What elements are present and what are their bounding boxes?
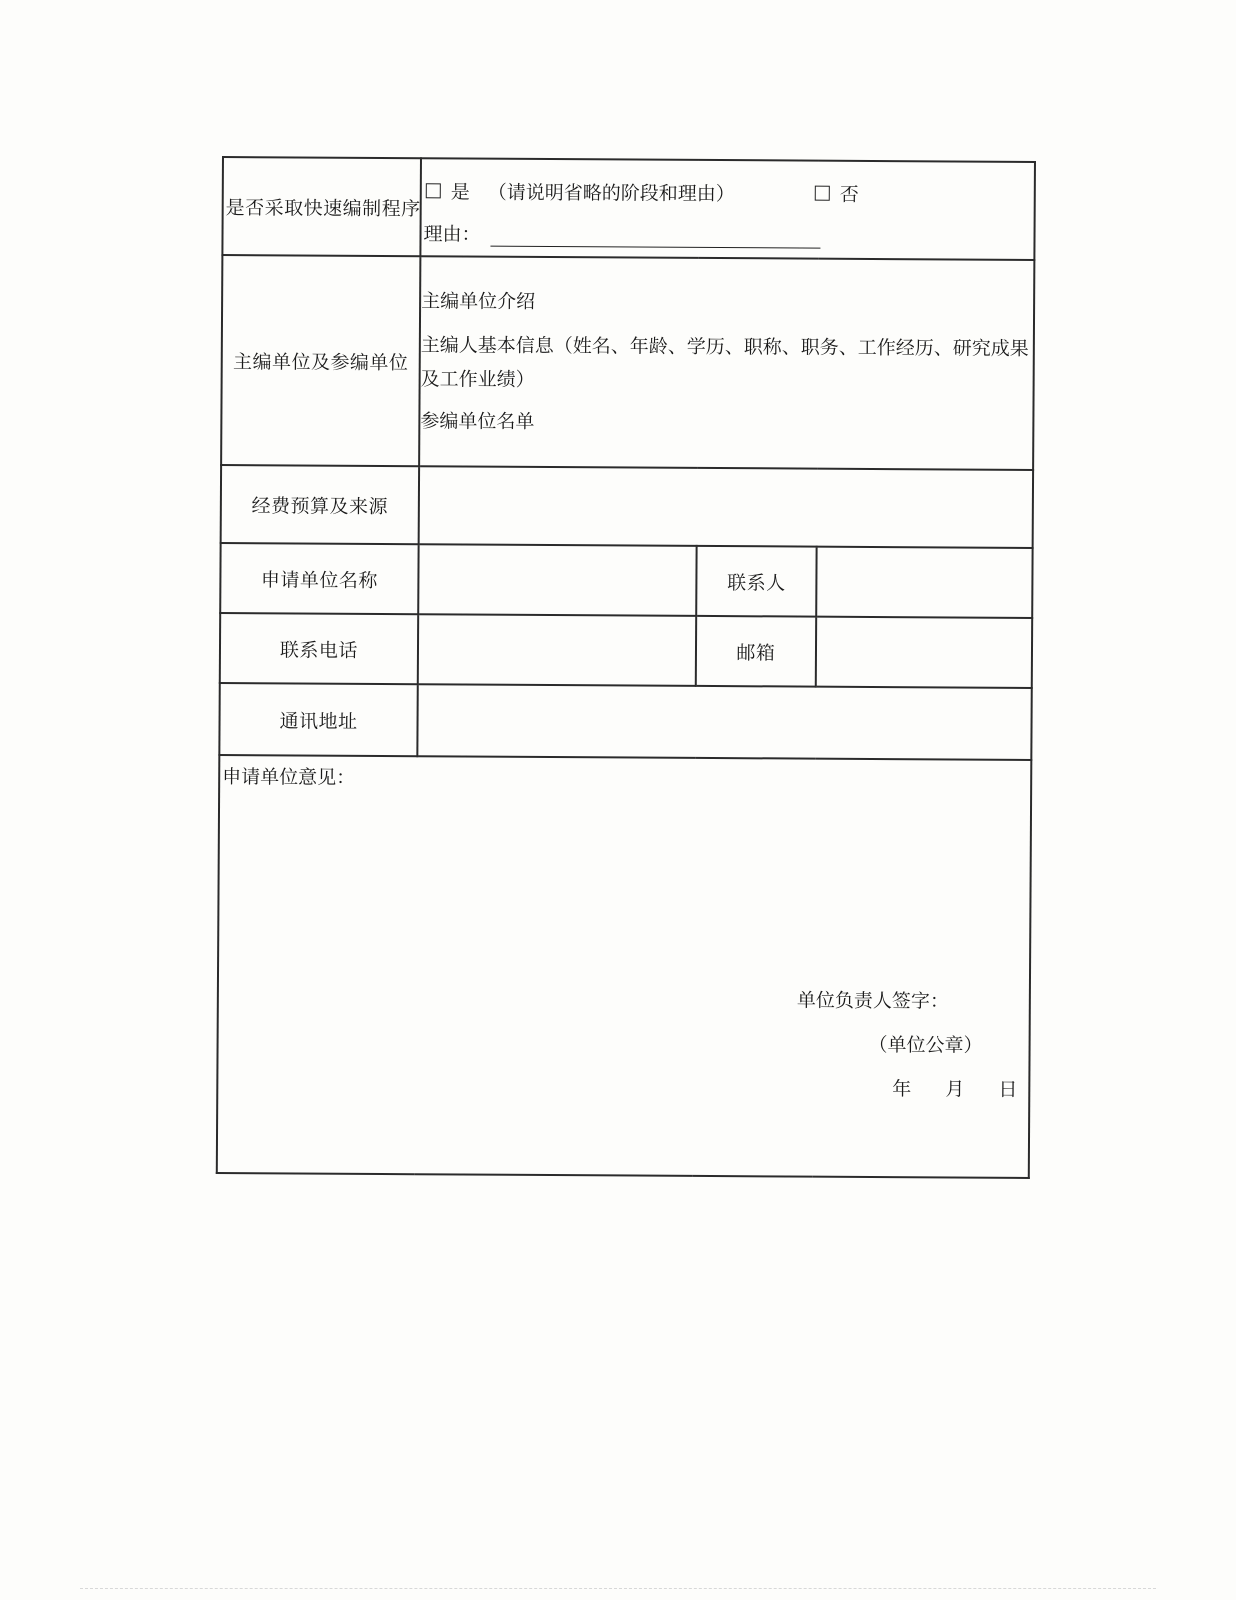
phone-cell[interactable] bbox=[418, 614, 696, 686]
no-checkbox[interactable] bbox=[815, 185, 830, 200]
signature-label: 单位负责人签字： bbox=[796, 989, 949, 1013]
address-cell[interactable] bbox=[417, 684, 1031, 760]
email-label: 邮箱 bbox=[696, 616, 816, 687]
editors-label: 主编单位及参编单位 bbox=[221, 255, 420, 466]
opinion-label: 申请单位意见： bbox=[222, 766, 356, 789]
email-cell[interactable] bbox=[816, 617, 1032, 688]
fast-track-options-cell bbox=[420, 158, 1035, 260]
editors-line-participants: 参编单位名单 bbox=[420, 410, 535, 433]
yes-checkbox[interactable] bbox=[426, 183, 441, 198]
address-label: 通讯地址 bbox=[219, 683, 417, 756]
applicant-name-cell[interactable] bbox=[418, 544, 696, 616]
no-label: 否 bbox=[839, 183, 859, 206]
editors-content-cell[interactable] bbox=[419, 256, 1034, 470]
applicant-row bbox=[220, 543, 1032, 618]
reason-row bbox=[421, 212, 1033, 250]
address-row bbox=[219, 683, 1031, 760]
fast-track-label: 是否采取快速编制程序 bbox=[222, 157, 421, 256]
date-day: 日 bbox=[998, 1078, 1018, 1101]
budget-value-cell[interactable] bbox=[419, 466, 1033, 548]
contact-person-cell[interactable] bbox=[816, 547, 1032, 618]
applicant-name-label: 申请单位名称 bbox=[220, 543, 418, 614]
fast-track-choice-row bbox=[422, 168, 1034, 216]
phone-label: 联系电话 bbox=[220, 613, 418, 684]
editors-row bbox=[221, 255, 1034, 470]
opinion-row bbox=[217, 755, 1032, 1178]
seal-label: （单位公章） bbox=[868, 1033, 983, 1057]
budget-label: 经费预算及来源 bbox=[221, 465, 419, 544]
reason-label: 理由： bbox=[423, 223, 481, 246]
editors-line-unit-intro: 主编单位介绍 bbox=[421, 290, 536, 313]
application-form-table bbox=[216, 156, 1036, 1179]
opinion-cell[interactable] bbox=[217, 755, 1032, 1178]
date-year: 年 bbox=[892, 1078, 912, 1101]
contact-person-label: 联系人 bbox=[696, 546, 816, 617]
budget-row bbox=[221, 465, 1033, 548]
yes-label: 是 bbox=[450, 180, 470, 204]
yes-note: （请说明省略的阶段和理由） bbox=[487, 181, 735, 205]
phone-row bbox=[220, 613, 1032, 688]
date-month: 月 bbox=[945, 1078, 965, 1101]
scan-edge-line bbox=[80, 1588, 1156, 1589]
editors-line-chief-info: 主编人基本信息（姓名、年龄、学历、职称、职务、工作经历、研究成果及工作业绩） bbox=[420, 334, 1029, 391]
date-line bbox=[892, 1074, 1017, 1102]
fast-track-row bbox=[222, 157, 1035, 260]
reason-input-line[interactable] bbox=[490, 230, 820, 249]
